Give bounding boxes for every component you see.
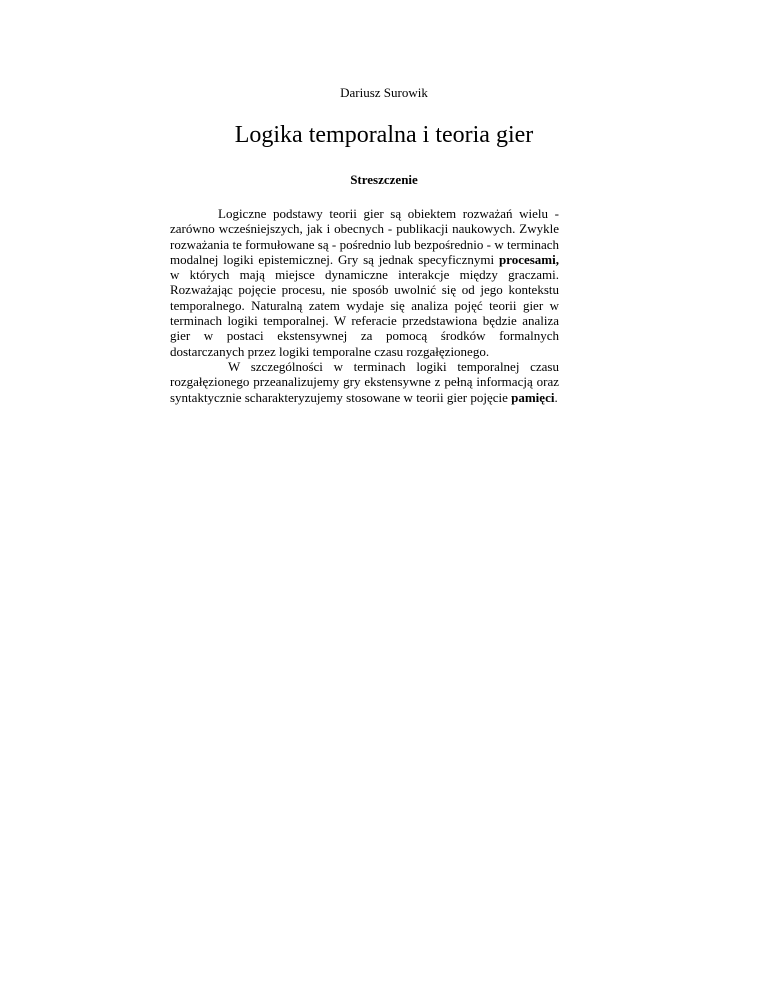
- document-title: Logika temporalna i teoria gier: [234, 122, 534, 148]
- abstract-body: [170, 206, 559, 405]
- author-name: Dariusz Surowik: [340, 85, 428, 100]
- abstract-paragraph-1: [170, 206, 559, 359]
- paragraph-1-text-start: Logiczne podstawy teorii gier są obiektem rozważań wielu - zarówno wcześniejszych, jak i obecnych - publikacji naukowych. Zwykle rozważania te formułowane są - pośrednio lub bezpośrednio - w terminach modalnej logiki epistemicznej. Gry są jednak specyficznymi: [170, 206, 559, 267]
- paragraph-1-text-end: w których mają miejsce dynamiczne interakcje między graczami. Rozważając pojęcie procesu, nie sposób uwolnić się od jego kontekstu temporalnego. Naturalną zatem wydaje się analiza pojęć teorii gier w terminach logiki temporalnej. W referacie przedstawiona będzie analiza gier w postaci ekstensywnej za pomocą środków formalnych dostarczanych przez logiki temporalne czasu rozgałęzionego.: [170, 267, 559, 359]
- paragraph-2-text-end: .: [554, 389, 558, 405]
- paragraph-2-text-start: W szczególności w terminach logiki temporalnej czasu rozgałęzionego przeanalizujemy gry ekstensywne z pełną informacją oraz syntaktycznie scharakteryzujemy stosowane w teorii gier pojęcie: [170, 358, 559, 405]
- abstract-paragraph-2: [170, 359, 559, 405]
- bold-term-procesami: procesami,: [498, 251, 559, 267]
- bold-term-pamieci: pamięci: [511, 389, 555, 405]
- abstract-heading: Streszczenie: [350, 172, 418, 187]
